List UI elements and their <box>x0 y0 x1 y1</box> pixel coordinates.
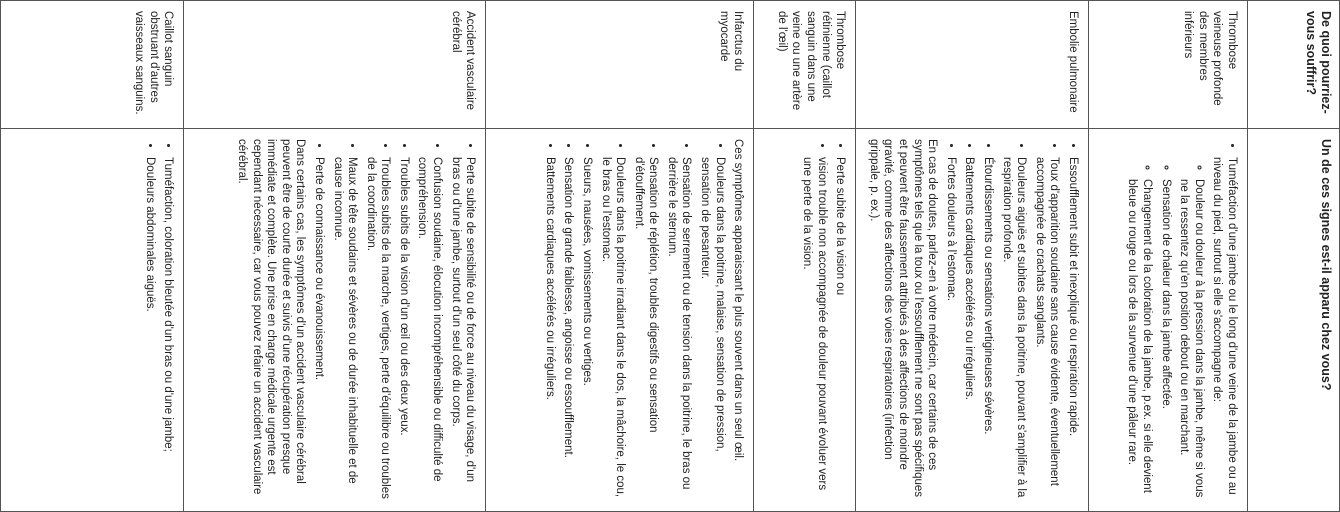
list-item: • Confusion soudaine, élocution incompréhensible ou difficulté de compréhension. <box>415 157 444 501</box>
list-item: • Sensation de serrement ou de tension dans la poitrine, le bras ou derrière le sternum. <box>664 157 693 501</box>
list-item: • Sensation de réplétion, troubles digestifs ou sensation d'étouffement. <box>631 157 660 501</box>
header-cause: De quoi pourriez-vous souffrir? <box>1248 1 1340 129</box>
sub-list-item: ◦ Douleur ou douleur à la pression dans la jambe, même si vous ne la ressentez qu'en position debout ou en marchant. <box>1177 179 1206 501</box>
list-item: • Toux d'apparition soudaine sans cause évidente, éventuellement accompagnée de crachats sanglants. <box>1032 157 1061 501</box>
list-item: • Perte subite de la vision ou <box>833 157 848 501</box>
header-signs: Un de ces signes est-il apparu chez vous? <box>1248 129 1340 512</box>
table-row <box>856 1 1089 512</box>
signs-stroke <box>184 129 486 512</box>
signs-dvt <box>1089 129 1248 512</box>
header-row <box>1248 1 1340 512</box>
note-text: En cas de doutes, parlez-en à votre médecin, car certains de ces symptômes tels que la toux ou l'essoufflement ne sont pas spécifiques et peuvent être faussement attribués à des affections de moindre gravité, comme des affections des voies respiratoires (infection grippale, p. ex.). <box>867 139 939 498</box>
list-item: • Troubles subits de la vision d'un œil ou des deux yeux. <box>396 157 411 501</box>
cause-embolism: Embolie pulmonaire <box>856 1 1089 129</box>
signs-retinal <box>754 129 856 512</box>
signs-infarction <box>486 129 754 512</box>
list-item: • Sueurs, nausées, vomissements ou vertiges. <box>579 157 594 501</box>
cause-stroke: Accident vasculaire cérébral <box>184 1 486 129</box>
list-item: • Perte subite de sensibilité ou de force au niveau du visage, d'un bras ou d'une jambe, surtout d'un seul côté du corps. <box>448 157 477 501</box>
list-item: • Fortes douleurs à l'estomac. <box>943 157 958 501</box>
list-item: • Troubles subits de la marche, vertiges, perte d'équilibre ou troubles de la coordination. <box>363 157 392 501</box>
list-item: • Douleurs abdominales aiguës. <box>142 157 157 501</box>
table-row <box>184 1 486 512</box>
cause-other-clot: Caillot sanguin obstruant d'autres vaisseaux sanguins. <box>1 1 184 129</box>
list-item: • Essoufflement subit et inexpliqué ou respiration rapide. <box>1065 157 1080 501</box>
table-row <box>754 1 856 512</box>
list-item: • Douleurs aiguës et subites dans la poitrine, pouvant s'amplifier à la respiration profonde. <box>999 157 1028 501</box>
list-item: • Battements cardiaques accélérés ou irréguliers. <box>962 157 977 501</box>
sub-list-item: ◦ Changement de la coloration de la jambe, p.ex. si elle devient bleue ou rouge ou lors de la survenue d'une pâleur rare. <box>1125 179 1154 501</box>
list-item-text: Tuméfaction d'une jambe ou le long d'une veine de la jambe ou au niveau du pied, surtout si elle s'accompagne de: <box>1211 157 1238 495</box>
list-item: • Étourdissements ou sensations vertigineuses sévères. <box>980 157 995 501</box>
list-item: • Perte de connaissance ou évanouissement. <box>311 157 326 501</box>
list-item: • Douleurs dans la poitrine irradiant dans le dos, la mâchoire, le cou, le bras ou l'estomac. <box>598 157 627 501</box>
sub-list-item: ◦ Sensation de chaleur dans la jambe affectée. <box>1158 179 1173 501</box>
lead-text: Ces symptômes apparaissant le plus souvent dans un seul œil. <box>732 139 745 462</box>
cause-dvt: Thrombose veineuse profonde des membres inférieurs <box>1089 1 1248 129</box>
signs-other-clot <box>1 129 184 512</box>
list-item: • Maux de tête soudains et sévères ou de durée inhabituelle et de cause inconnue. <box>330 157 359 501</box>
list-item: • vision trouble non accompagnée de douleur pouvant évoluer vers une perte de la vision. <box>800 157 829 501</box>
cause-infarction: Infarctus du myocarde <box>486 1 754 129</box>
cause-retinal: Thrombose rétinienne (caillot sanguin dans une veine ou une artère de l'œil) <box>754 1 856 129</box>
note-text: Dans certains cas, les symptômes d'un accident vasculaire cérébral peuvent être de courte durée et suivis d'une récupération presque immédiate et complète. Une prise en charge médicale urgente est cependant nécessaire, car vous pouvez refaire un accident vasculaire cérébral. <box>235 139 307 495</box>
table-row <box>1 1 184 512</box>
table-row <box>1089 1 1248 512</box>
list-item: • Sensation de grande faiblesse, angoisse ou essoufflement. <box>561 157 576 501</box>
table-row <box>486 1 754 512</box>
list-item: • Douleurs dans la poitrine, malaise, sensation de pression, sensation de pesanteur. <box>698 157 727 501</box>
signs-embolism <box>856 129 1089 512</box>
list-item <box>1125 157 1239 501</box>
list-item: • Tuméfaction, coloration bleutée d'un bras ou d'une jambe; <box>161 157 176 501</box>
list-item: • Battements cardiaques accélérés ou irréguliers. <box>542 157 557 501</box>
